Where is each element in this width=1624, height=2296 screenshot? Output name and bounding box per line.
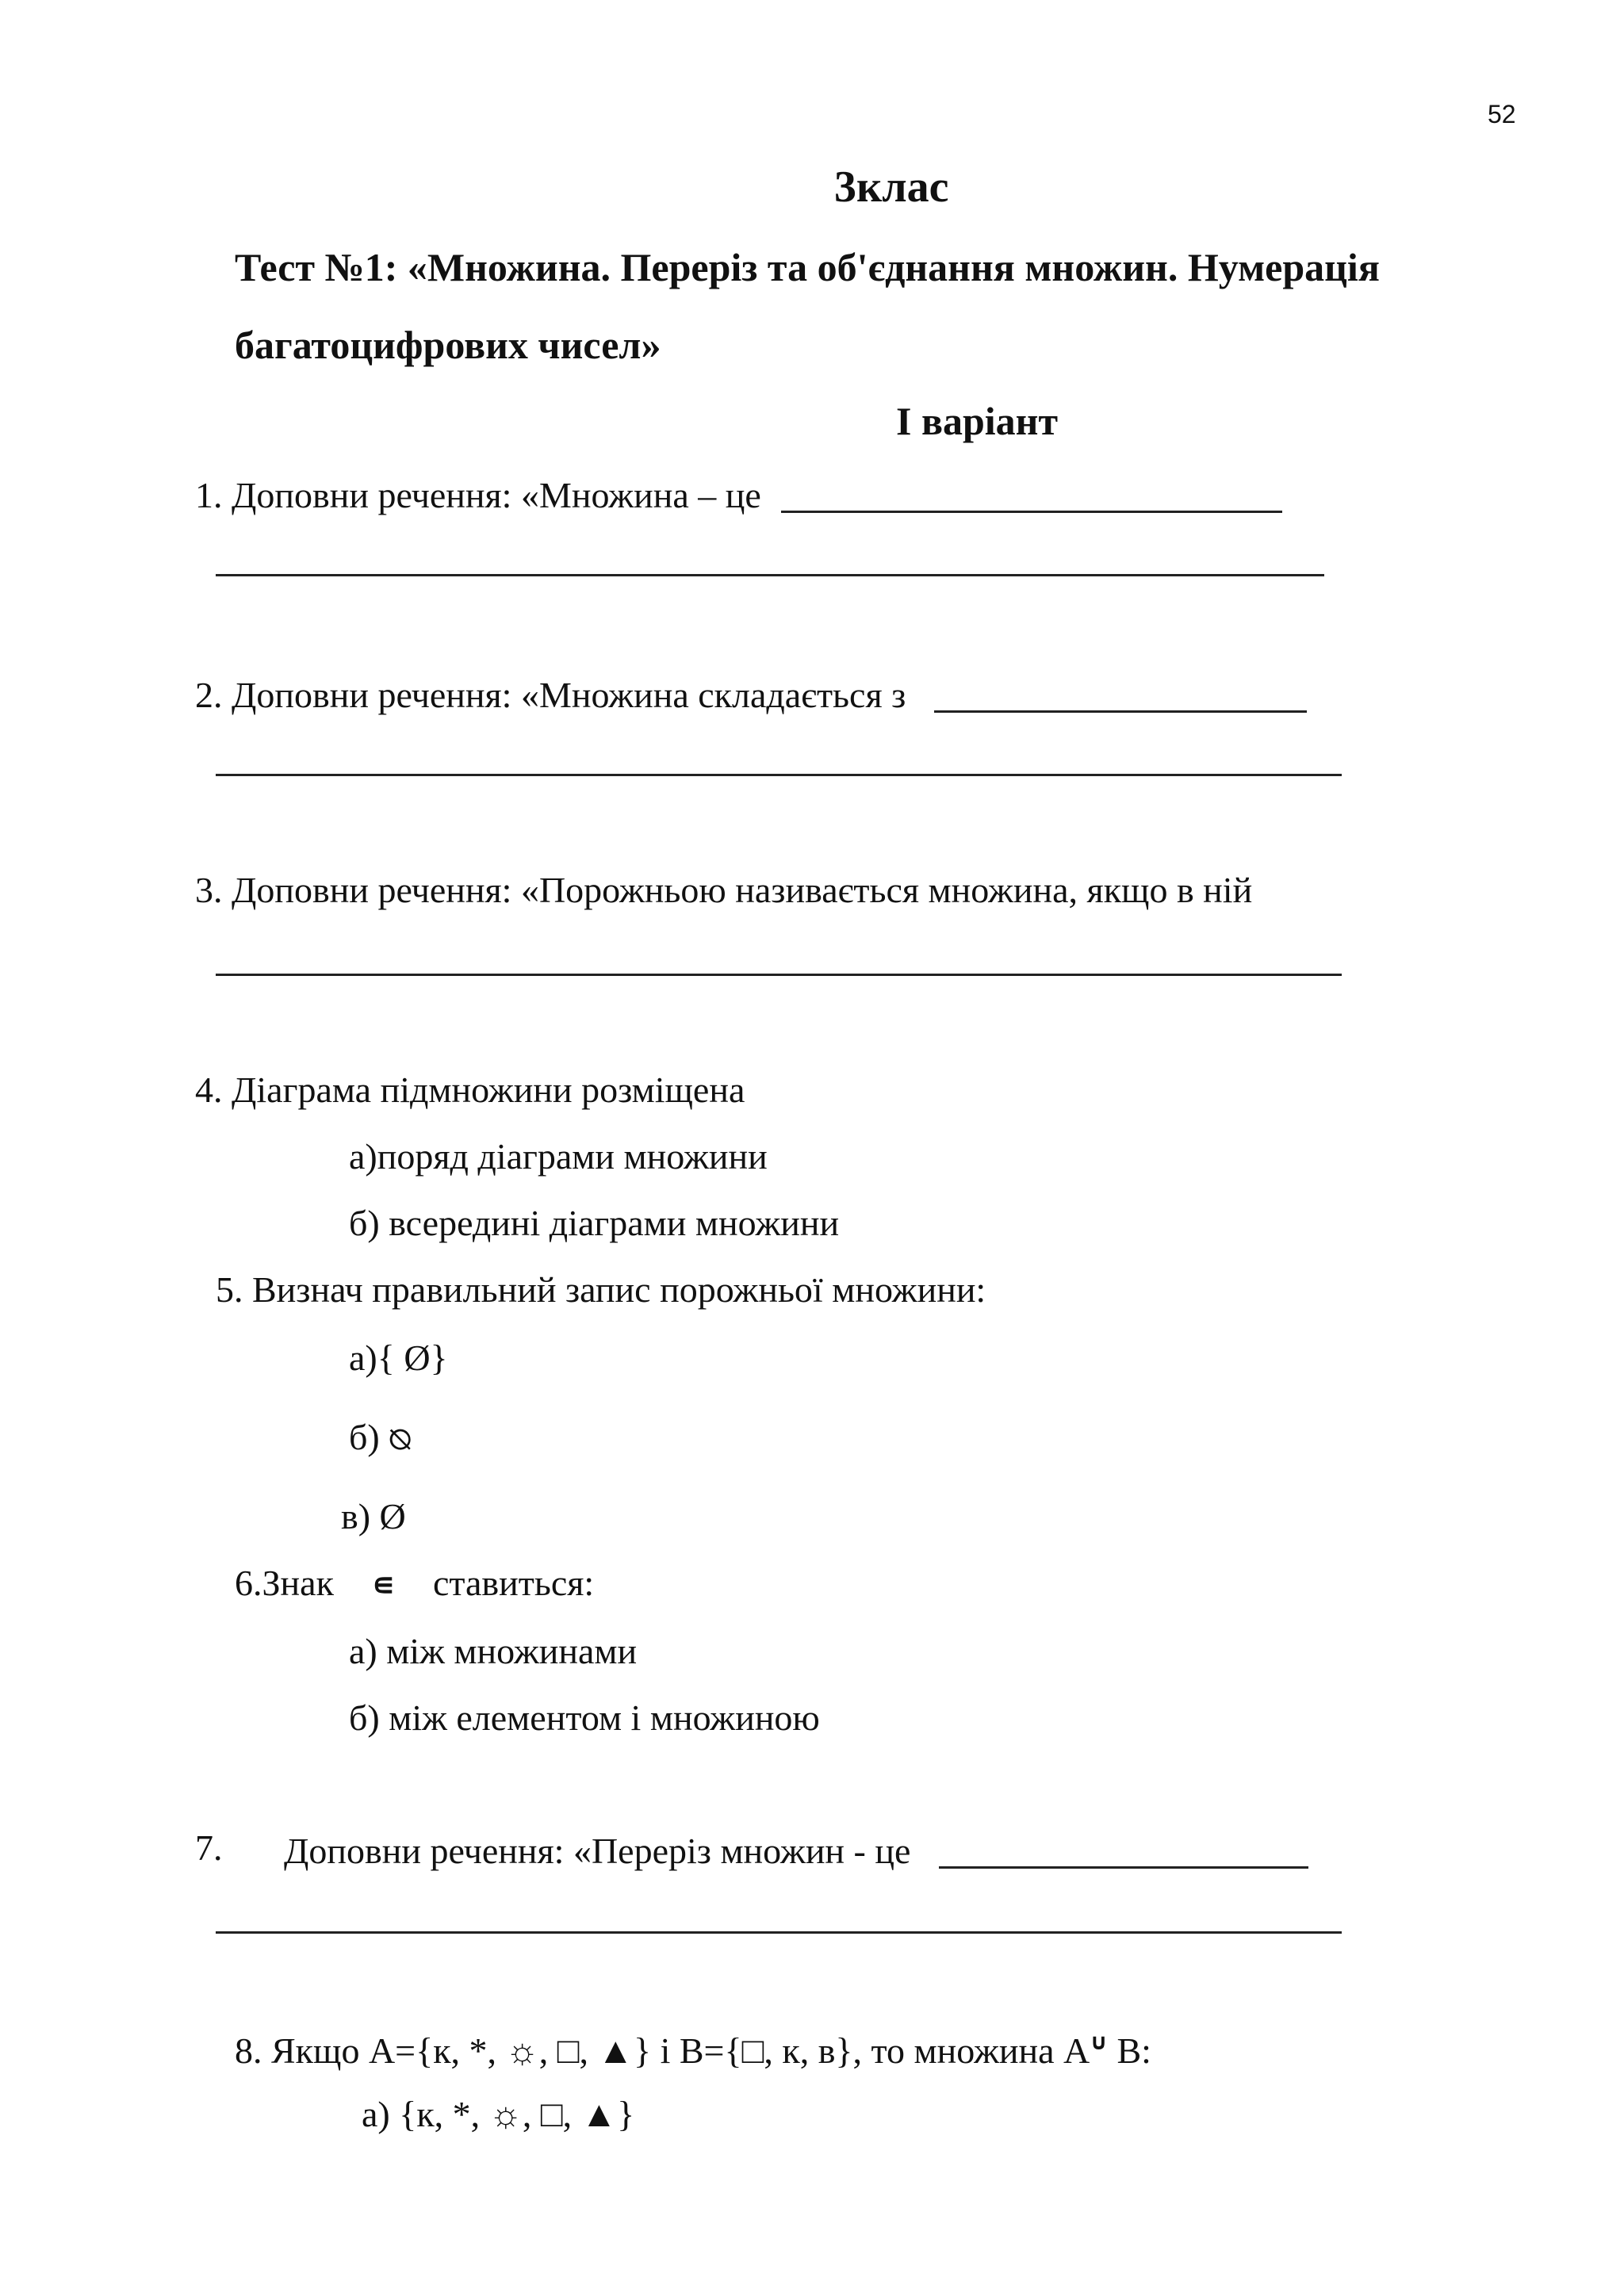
question-1-text: 1. Доповни речення: «Множина – це <box>195 475 761 516</box>
question-6-prefix: 6.Знак <box>235 1563 334 1603</box>
answer-blank-1b[interactable] <box>216 574 1324 576</box>
answer-blank-2a[interactable] <box>934 674 1307 713</box>
answer-blank-7b[interactable] <box>216 1931 1342 1934</box>
question-7-number: 7. <box>195 1827 223 1868</box>
question-6 <box>235 1565 594 1601</box>
question-5-option-b <box>349 1419 412 1456</box>
question-3-text: 3. Доповни речення: «Порожньою називається множина, якщо в ній <box>195 870 1253 910</box>
test-title-line2: багатоцифрових чисел» <box>235 323 661 367</box>
question-6-option-a: а) між множинами <box>349 1631 638 1671</box>
question-8 <box>235 2031 1151 2069</box>
question-6-option-b: б) між елементом і множиною <box>349 1697 820 1738</box>
question-8-option-a: а) {к, *, ☼, □, ▲} <box>362 2094 635 2134</box>
grade-title: 3клас <box>834 163 949 212</box>
question-5-option-a: а){ Ø} <box>349 1337 448 1378</box>
question-6-suffix: ставиться: <box>432 1563 595 1603</box>
question-8-text-end: В: <box>1108 2030 1151 2071</box>
answer-blank-3[interactable] <box>216 974 1342 976</box>
question-3 <box>195 872 1252 909</box>
question-4-option-a: а)поряд діаграми множини <box>349 1136 768 1177</box>
answer-blank-2b[interactable] <box>216 774 1342 776</box>
question-5: 5. Визнач правильний запис порожньої множини: <box>216 1269 986 1310</box>
question-2 <box>195 674 1307 714</box>
element-of-icon: ∊ <box>371 1567 396 1603</box>
question-8-text: 8. Якщо А={к, *, ☼, □, ▲} і В={□, к, в}, то множина А <box>235 2030 1090 2071</box>
union-icon: ∪ <box>1090 2029 1108 2055</box>
question-7 <box>284 1830 1308 1872</box>
question-5-option-b-label: б) <box>349 1417 380 1457</box>
empty-set-slashed-icon: ⦰ <box>389 1424 412 1456</box>
answer-blank-7a[interactable] <box>939 1830 1308 1869</box>
question-1 <box>195 474 1282 514</box>
question-4-option-b: б) всередині діаграми множини <box>349 1203 840 1243</box>
test-title-line1: Тест №1: «Множина. Переріз та об'єднання множин. Нумерація <box>235 245 1380 289</box>
page-number: 52 <box>1488 100 1516 128</box>
answer-blank-1a[interactable] <box>781 474 1282 513</box>
question-4: 4. Діаграма підмножини розміщена <box>195 1070 745 1110</box>
question-2-text: 2. Доповни речення: «Множина складається з <box>195 675 906 716</box>
variant-heading: І варіант <box>896 399 1059 443</box>
question-7-text: Доповни речення: «Переріз множин - це <box>284 1831 911 1872</box>
question-5-option-c: в) Ø <box>341 1496 406 1536</box>
